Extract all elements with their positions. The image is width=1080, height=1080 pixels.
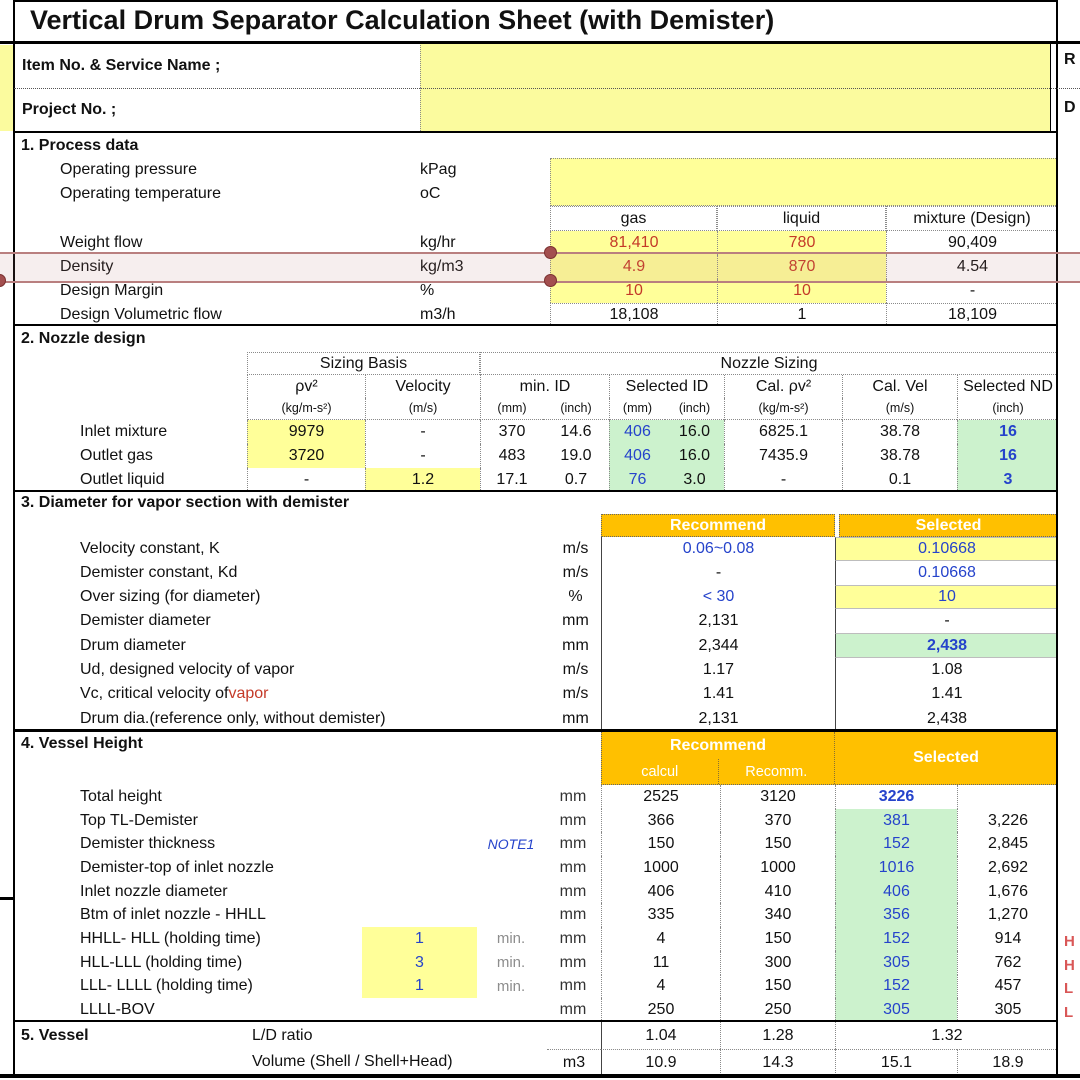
row-unit: mm [559,906,587,924]
col-sel-inch-unit: (inch) [665,398,724,420]
col-velocity: Velocity [365,375,480,398]
margin-level-label: L [1064,1003,1074,1021]
cell-drumref-selected[interactable]: 2,438 [835,706,1058,731]
cell-lll-llll-holdtime-input[interactable]: 1 [362,975,477,999]
row-label: Demister thickness [80,835,216,853]
cell-btmnozzle-recomm[interactable]: 340 [720,903,835,927]
cell-totalheight-sel2[interactable] [957,785,1058,809]
col-cal-pv2: Cal. ρv² [724,375,842,398]
holdtime-unit: min. [496,930,526,948]
cell-inlet-cal-vel[interactable]: 38.78 [842,420,957,444]
row-unit: mm [559,1001,587,1019]
cell-demtop-calcul[interactable]: 1000 [601,856,720,880]
margin-rev-label: R [1064,51,1076,68]
col-sel-mm-unit: (mm) [609,398,665,420]
margin-level-label: H [1064,932,1075,950]
volume-unit: m3 [547,1049,601,1075]
row-label: Drum diameter [80,636,186,654]
row-unit: % [568,588,583,605]
cell-volume-sel1[interactable]: 15.1 [835,1049,957,1075]
cell-inlet-sel-mm[interactable]: 406 [609,420,665,444]
holdtime-unit: min. [496,954,526,972]
row-label: Btm of inlet nozzle - HHLL [80,906,266,924]
header-selected: Selected [839,514,1058,537]
item-no-label: Item No. & Service Name ; [22,56,221,74]
item-no-input[interactable] [420,43,1050,88]
col-sel-nd-unit: (inch) [957,398,1058,420]
row-label: Ud, designed velocity of vapor [80,661,295,678]
row-label: Design Volumetric flow [60,305,222,323]
cell-kd-recommend[interactable]: - [601,561,835,585]
cell-k-recommend[interactable]: 0.06~0.08 [601,537,835,561]
cell-btmnozzle-sel2[interactable]: 1,270 [957,903,1058,927]
column-header-mixture: mixture (Design) [886,206,1058,231]
cell-outgas-min-inch[interactable]: 19.0 [560,447,592,464]
cell-inlet-min-mm[interactable]: 370 [480,420,543,444]
cell-demtop-recomm[interactable]: 1000 [720,856,835,880]
cell-demthick-sel2[interactable]: 2,845 [957,832,1058,856]
cell-margin-liquid[interactable]: 10 [717,279,886,303]
cell-volflow-mixture[interactable]: 18,109 [886,303,1058,326]
section3-top-border [14,490,1058,492]
cell-llllbov-recomm[interactable]: 250 [720,998,835,1022]
info-right-inner-border [1050,43,1051,131]
row-unit: mm [559,835,587,853]
cell-lllllll-sel2[interactable]: 457 [957,975,1058,999]
section4-top-border [14,729,1058,732]
cell-outgas-sel-inch[interactable]: 16.0 [665,444,724,468]
cell-outliq-sel-mm[interactable]: 76 [609,468,665,492]
cell-outgas-pv2[interactable]: 3720 [247,444,365,468]
cell-hlllll-sel1[interactable]: 305 [835,951,957,975]
cell-demtop-sel2[interactable]: 2,692 [957,856,1058,880]
cell-hhllhll-sel2[interactable]: 914 [957,927,1058,951]
cell-drum-dia-selected[interactable]: 2,438 [835,633,1058,658]
cell-oversize-recommend[interactable]: < 30 [601,585,835,609]
row-unit: mm [559,929,587,947]
section5-top-border [14,1020,1058,1022]
cell-lllllll-recomm[interactable]: 150 [720,975,835,999]
label-prefix: Vc, critical velocity of [80,685,229,702]
cell-demtop-sel1[interactable]: 1016 [835,856,957,880]
row-label: Demister diameter [80,612,211,629]
col-min-inch-unit: (inch) [543,398,609,420]
margin-yellow-strip [0,45,13,131]
cell-outliq-cal-vel[interactable]: 0.1 [842,468,957,492]
row-unit: mm [562,612,589,629]
row-label: Outlet gas [80,447,153,464]
cell-weightflow-gas[interactable]: 81,410 [550,231,717,255]
cell-inlet-cal-pv2[interactable]: 6825.1 [724,420,842,444]
section3-heading: 3. Diameter for vapor section with demister [21,494,350,511]
cell-outgas-sel-mm[interactable]: 406 [609,444,665,468]
header-recommend: Recommend [669,736,767,754]
cell-inlet-sel-nd[interactable]: 16 [957,420,1058,444]
cell-volflow-gas[interactable]: 18,108 [550,303,717,326]
annotation-handle-dot[interactable] [544,246,557,259]
cell-inlet-vel[interactable]: - [365,420,480,444]
row-unit: m/s [562,685,589,702]
cell-hll-lll-holdtime-input[interactable]: 3 [362,951,477,975]
cell-outgas-min-mm[interactable]: 483 [480,444,543,468]
row-label: Density [60,258,114,275]
row-label: Outlet liquid [80,471,165,488]
cell-toptl-sel2[interactable]: 3,226 [957,809,1058,833]
section-vapor-diameter [14,492,1058,731]
cell-drumref-recommend[interactable]: 2,131 [601,706,835,731]
header-recommend-group [602,732,835,784]
row-label: Inlet nozzle diameter [80,882,228,900]
frame-left-border [13,0,15,1078]
cell-hlllll-sel2[interactable]: 762 [957,951,1058,975]
cell-hlllll-recomm[interactable]: 300 [720,951,835,975]
cell-toptl-sel1[interactable]: 381 [835,809,957,833]
project-no-input[interactable] [420,88,1050,131]
cell-llllbov-sel1[interactable]: 305 [835,998,957,1022]
section-vessel-height [14,731,1058,1022]
frame-right-border [1056,0,1058,1078]
section-vessel [14,1022,1058,1075]
ld-ratio-label: L/D ratio [252,1026,313,1044]
cell-demister-dia-recommend[interactable]: 2,131 [601,609,835,633]
cell-margin-mixture[interactable]: - [886,279,1058,303]
col-min-id: min. ID [480,375,609,398]
cell-demthick-sel1[interactable]: 152 [835,832,957,856]
cell-btmnozzle-sel1[interactable]: 356 [835,903,957,927]
row-unit: mm [562,636,589,654]
col-cal-pv2-unit: (kg/m-s²) [724,398,842,420]
row-label: Demister constant, Kd [80,564,238,581]
frame-bottom-border [0,1074,1080,1078]
row-highlight-annotation [0,252,1080,283]
cell-ld-selected[interactable]: 1.32 [835,1022,1058,1049]
col-velocity-unit: (m/s) [365,398,480,420]
row-label: Drum dia.(reference only, without demister) [80,709,386,727]
cell-volflow-liquid[interactable]: 1 [717,303,886,326]
op-temperature-label: Operating temperature [60,185,221,202]
cell-totalheight-recomm[interactable]: 3120 [720,785,835,809]
section2-top-border [14,324,1058,326]
row-unit: mm [559,953,587,971]
row-label: Over sizing (for diameter) [80,588,261,605]
margin-date-label: D [1064,99,1076,116]
cell-weightflow-mixture[interactable]: 90,409 [886,231,1058,255]
op-pressure-label: Operating pressure [60,161,197,178]
section5-heading: 5. Vessel [21,1026,89,1044]
cell-lllllll-calcul[interactable]: 4 [601,975,720,999]
cell-weightflow-liquid[interactable]: 780 [717,231,886,255]
note1-reference: NOTE1 [487,836,535,853]
margin-tick [0,897,13,900]
cell-inletnozzle-calcul[interactable]: 406 [601,880,720,904]
cell-density-gas[interactable]: 4.9 [550,255,717,279]
cell-outliq-min-mm[interactable]: 17.1 [480,468,543,492]
cell-drum-dia-recommend[interactable]: 2,344 [601,633,835,658]
cell-inletnozzle-sel2[interactable]: 1,676 [957,880,1058,904]
column-header-liquid: liquid [717,206,886,231]
cell-btmnozzle-calcul[interactable]: 335 [601,903,720,927]
cell-hlllll-calcul[interactable]: 11 [601,951,720,975]
row-unit: mm [559,977,587,995]
col-selected-nd: Selected ND [957,375,1058,398]
cell-lllllll-sel1[interactable]: 152 [835,975,957,999]
cell-inletnozzle-sel1[interactable]: 406 [835,880,957,904]
row-unit: m3/h [420,305,456,323]
row-unit: m/s [562,661,589,678]
project-no-label: Project No. ; [22,100,117,118]
col-cal-vel-unit: (m/s) [842,398,957,420]
col-pv2: ρv² [247,375,365,398]
row-label: LLLL-BOV [80,1001,155,1019]
row-label: LLL- LLLL (holding time) [80,977,253,995]
cell-llllbov-calcul[interactable]: 250 [601,998,720,1022]
cell-ud-recommend[interactable]: 1.17 [601,658,835,682]
cell-density-mixture[interactable]: 4.54 [886,255,1058,279]
row-unit: mm [559,882,587,900]
section4-heading: 4. Vessel Height [21,735,143,752]
header-recommend: Recommend [601,514,835,537]
cell-hhllhll-calcul[interactable]: 4 [601,927,720,951]
cell-inlet-pv2[interactable]: 9979 [247,420,365,444]
cell-inlet-min-inch[interactable]: 14.6 [560,423,592,440]
cell-ud-selected[interactable]: 1.08 [835,658,1058,682]
cell-toptl-calcul[interactable]: 366 [601,809,720,833]
page-title: Vertical Drum Separator Calculation Sheet (with Demister) [30,5,775,35]
frame-top-border [14,0,1058,2]
row-unit: % [420,282,435,299]
cell-density-liquid[interactable]: 870 [717,255,886,279]
cell-volume-recomm[interactable]: 14.3 [720,1049,835,1075]
section1-top-border [14,131,1058,133]
title-bottom-border [0,41,1080,44]
volume-label: Volume (Shell / Shell+Head) [252,1053,453,1070]
op-pressure-unit: kPag [420,161,457,178]
annotation-handle-dot[interactable] [544,274,557,287]
cell-kd-selected[interactable]: 0.10668 [835,561,1058,585]
row-label: HHLL- HLL (holding time) [80,929,261,947]
cell-toptl-recomm[interactable]: 370 [720,809,835,833]
cell-llllbov-sel2[interactable]: 305 [957,998,1058,1022]
cell-volume-sel2[interactable]: 18.9 [957,1049,1058,1075]
margin-level-label: L [1064,979,1074,997]
row-label: Weight flow [60,234,143,251]
cell-totalheight-sel1[interactable]: 3226 [835,785,957,809]
header-calcul: calcul [602,759,719,784]
section-nozzle-design [14,326,1058,492]
row-label: Top TL-Demister [80,811,198,829]
info-divider [14,88,1080,89]
holdtime-unit: min. [496,977,526,995]
header-selected: Selected [913,749,979,766]
header-recomm: Recomm. [745,763,808,780]
row-unit: m/s [562,564,589,581]
cell-outgas-sel-nd[interactable]: 16 [957,444,1058,468]
cell-vc-recommend[interactable]: 1.41 [601,682,835,706]
row-unit: kg/hr [420,234,456,251]
cell-outliq-vel[interactable]: 1.2 [365,468,480,492]
group-nozzle-sizing: Nozzle Sizing [480,352,1058,375]
row-unit: mm [559,811,587,829]
info-block [14,43,1058,131]
row-label: Velocity constant, K [80,540,220,557]
row-label: Design Margin [60,282,164,299]
cell-ld-recomm[interactable]: 1.28 [720,1022,835,1049]
label-red-word: vapor [228,685,269,702]
cell-inlet-sel-inch[interactable]: 16.0 [665,420,724,444]
cell-hhll-hll-holdtime-input[interactable]: 1 [362,927,477,951]
cell-outgas-vel[interactable]: - [365,444,480,468]
section1-heading: 1. Process data [21,136,139,154]
cell-demthick-calcul[interactable]: 150 [601,832,720,856]
cell-outliq-sel-nd[interactable]: 3 [957,468,1058,492]
group-sizing-basis: Sizing Basis [247,352,480,375]
row-label: Inlet mixture [80,423,168,440]
cell-outliq-sel-inch[interactable]: 3.0 [665,468,724,492]
row-label [14,682,550,706]
row-unit: mm [562,709,589,727]
row-unit: m/s [562,540,589,557]
cell-margin-gas[interactable]: 10 [550,279,717,303]
col-pv2-unit: (kg/m-s²) [247,398,365,420]
row-unit: mm [559,787,587,805]
col-selected-id: Selected ID [609,375,724,398]
cell-totalheight-calcul[interactable]: 2525 [601,785,720,809]
process-conditions-input[interactable] [550,158,1058,206]
cell-ld-calcul[interactable]: 1.04 [601,1022,720,1049]
cell-demister-dia-selected[interactable]: - [835,609,1058,633]
col-min-mm-unit: (mm) [480,398,543,420]
row-label: Demister-top of inlet nozzle [80,858,274,876]
row-unit: mm [559,858,587,876]
cell-outgas-cal-vel[interactable]: 38.78 [842,444,957,468]
cell-k-selected[interactable]: 0.10668 [835,537,1058,561]
row-label: Total height [80,787,162,805]
section2-heading: 2. Nozzle design [21,330,146,347]
margin-level-label: H [1064,956,1075,974]
cell-outliq-min-inch[interactable]: 0.7 [564,471,588,488]
cell-hhllhll-recomm[interactable]: 150 [720,927,835,951]
cell-outgas-cal-pv2[interactable]: 7435.9 [724,444,842,468]
row-unit: kg/m3 [420,258,464,275]
cell-hhllhll-sel1[interactable]: 152 [835,927,957,951]
section-process-data [14,133,1058,326]
op-temperature-unit: oC [420,185,441,202]
cell-volume-calcul[interactable]: 10.9 [601,1049,720,1075]
cell-outliq-cal-pv2[interactable]: - [724,468,842,492]
cell-demthick-recomm[interactable]: 150 [720,832,835,856]
row-label: HLL-LLL (holding time) [80,953,243,971]
cell-vc-selected[interactable]: 1.41 [835,682,1058,706]
section4-column-headers [601,731,1058,785]
cell-oversize-selected[interactable]: 10 [835,585,1058,609]
cell-inletnozzle-recomm[interactable]: 410 [720,880,835,904]
cell-outliq-pv2[interactable]: - [247,468,365,492]
col-cal-vel: Cal. Vel [842,375,957,398]
column-header-gas: gas [550,206,717,231]
